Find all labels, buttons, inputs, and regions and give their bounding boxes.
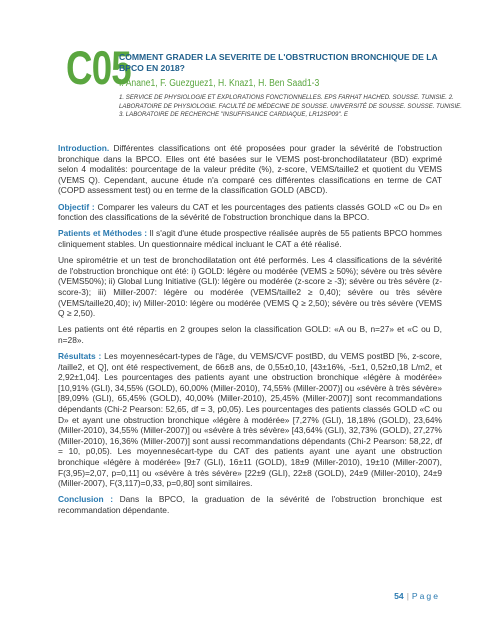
objective-label: Objectif : <box>58 201 95 212</box>
results-paragraph <box>58 351 442 489</box>
page-number: 54 <box>394 591 404 601</box>
methods-paragraph <box>58 228 442 249</box>
methods-paragraph-2: Une spirométrie et un test de bronchodilatation ont été performés. Les 4 classifications de la sévérité de l'obstruction bronchique ont été: i) GOLD: légère ou modérée (VEMS ≥ 50%); sévère ou très sévère (VEMS50%); ii) Global Lung Initiative (GLI): légère ou modérée (z-score ≥ -3); sévère ou très sévère (z-score-3); iii) Miller-2007: légère ou modérée (VEMS/taille2 ≥ 0,40); sévère ou très sévère (VEMS/taille20,40); iv) Miller-2010: légère ou modérée (VEMS Q ≥ 2,50); sévère ou très sévère (VEMS Q ≥ 2,50). <box>58 255 442 319</box>
affiliation-line: 1. SERVICE DE PHYSIOLOGIE ET EXPLORATIONS FONCTIONNELLES. EPS FARHAT HACHED. SOUSSE. TUNISIE. 2. <box>119 94 454 101</box>
introduction-paragraph <box>58 143 442 196</box>
affiliations <box>119 94 462 120</box>
page-footer <box>394 591 440 601</box>
page-word: Page <box>411 591 440 601</box>
methods-paragraph-3: Les patients ont été répartis en 2 groupes selon la classification GOLD: «A ou B, n=27» et «C ou D, n=28». <box>58 324 442 345</box>
results-label: Résultats : <box>58 351 102 362</box>
page-separator: | <box>406 591 409 601</box>
conclusion-paragraph <box>58 494 442 515</box>
introduction-label: Introduction. <box>58 143 110 153</box>
results-text: Les moyennesécart-types de l'âge, du VEMS/CVF postBD, du VEMS postBD [%, z-score, /taille2, et Q], ont été respectivement, de 66±8 ans, de 0,55±0,10, [43±16%, -5±1, 0,52±0,18 L/m2, et 2,92±1,04]. Les pourcentages des patients ayant une obstruction bronchique «légère à modérée» [10,91% (GLI), 34,55% (GOLD), 60,00% (Miller-2010), 74,55% (Miller-2007)] ou «sévère à très sévère» [89,09% (GLI), 65,45% (GOLD), 40,00% (Miller-2010), 25,45% (Miller-2007)] sont recommandations dépendants (Chi-2 Pearson: 52,65, df = 3, p0,05). Les pourcentages des patients classés GOLD «C ou D» et ayant une obstruction bronchique «légère à modérée» [7,27% (GLI), 18,18% (GOLD), 23,64% (Miller-2010), 34,55% (Miller-2007)] ou «sévère à très sévère» [43,64% (GLI), 32,73% (GOLD), 27,27% (Miller-2010), 16,36% (Miller-2007)] sont aussi recommandations dépendants (Chi-2 Pearson: 58,22, df = 10, p0,05). Les moyennesécart-type du CAT des patients ayant une ayant une obstruction bronchique «légère à modérée» [9±7 (GLI), 16±11 (GOLD), 18±9 (Miller-2010), 19±10 (Miller-2007), F(3,95)=2,07, p=0,11] ou «sévère à très sévère» [22±9 (GLI), 22±8 (GOLD), 24±9 (Miller-2010), 24±9 (Miller-2007), F(3,117)=0,33, p=0,80] sont similaires. <box>58 351 442 489</box>
affiliation-line: LABORATOIRE DE PHYSIOLOGIE. FACULTÉ DE MÉDECINE DE SOUSSE. UNIVERSITÉ DE SOUSSE. SOUSSE. TUNISIE. <box>119 102 462 110</box>
affiliation-line: 3. LABORATOIRE DE RECHERCHE "INSUFFISANCE CARDIAQUE, LR12SP09". E <box>119 111 348 119</box>
methods-label: Patients et Méthodes : <box>58 228 148 239</box>
methods-text: Il s'agit d'une étude prospective réalisée auprès de 55 patients BPCO hommes cliniquement stables. Un questionnaire médical incluant le CAT a été réalisé. <box>58 228 442 249</box>
author-list: I. Anane1, F. Guezguez1, H. Knaz1, H. Ben Saad1-3 <box>119 78 320 89</box>
abstract-body <box>58 143 442 521</box>
objective-text: Comparer les valeurs du CAT et les pourcentages des patients classés GOLD «C ou D» en fonction des classifications de la sévérité de l'obstruction bronchique dans la BPCO. <box>58 201 442 223</box>
conclusion-text: Dans la BPCO, la graduation de la sévérité de l'obstruction bronchique est recommandation dépendante. <box>58 494 442 515</box>
introduction-text: Différentes classifications ont été proposées pour grader la sévérité de l'obstruction bronchique dans la BPCO. Elles ont été basées sur le VEMS post-bronchodilatateur (BD) exprimé selon 4 modalités: pourcentage de la valeur prédite (%), z-score, VEMS/taille2 et quotient du VEMS (VEMS Q). Cependant, aucune étude n'a comparé ces différentes classifications en terme de CAT (COPD assessment test) ou en terme de la classification GOLD (ABCD). <box>58 143 442 196</box>
abstract-title: COMMENT GRADER LA SEVERITE DE L'OBSTRUCTION BRONCHIQUE DE LA BPCO EN 2018? <box>119 52 438 73</box>
abstract-header <box>119 52 462 120</box>
conclusion-label: Conclusion : <box>58 494 113 505</box>
abstract-code: C05 <box>66 41 131 94</box>
objective-paragraph <box>58 202 442 223</box>
